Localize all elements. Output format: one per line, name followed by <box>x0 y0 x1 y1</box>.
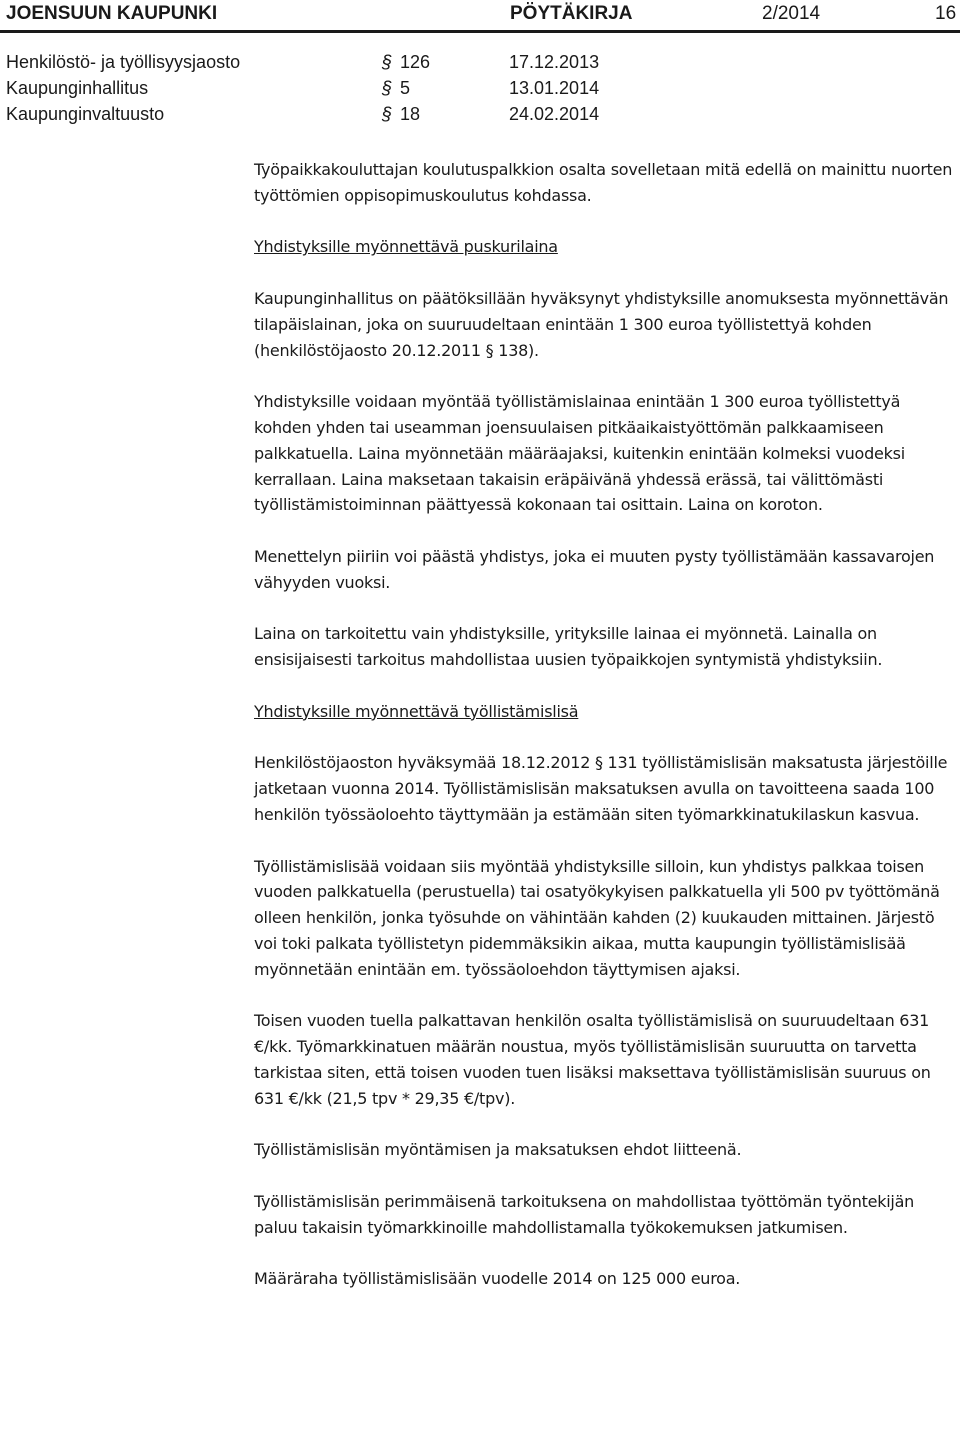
reference-body: Henkilöstö- ja työllisyysjaosto <box>6 52 241 72</box>
reference-section: 5 <box>400 78 411 98</box>
paragraph: Yhdistyksille voidaan myöntää työllistämislainaa enintään 1 300 euroa työllistettyä kohden yhden tai useamman joensuulaisen pitkäaikaistyöttömän palkkaamiseen palkkatuella. Laina myönnetään määräajaksi, kuitenkin enintään kolmeksi vuodeksi kerrallaan. Laina maksetaan takaisin eräpäivänä yhdessä erässä, tai välittömästi työllistämistoiminnan päättyessä kokonaan tai osittain. Laina on koroton. <box>254 392 905 515</box>
document-number: 2/2014 <box>762 3 821 24</box>
paragraph: Menettelyn piiriin voi päästä yhdistys, joka ei muuten pysty työllistämään kassavarojen vähyyden vuoksi. <box>254 546 935 592</box>
section-heading: Yhdistyksille myönnettävä puskurilaina <box>254 237 558 257</box>
reference-body: Kaupunginvaltuusto <box>6 104 165 124</box>
section-heading: Yhdistyksille myönnettävä työllistämislisä <box>254 701 579 721</box>
section-mark: § <box>382 52 393 72</box>
reference-date: 13.01.2014 <box>509 78 600 98</box>
header-divider <box>0 30 960 33</box>
reference-body: Kaupunginhallitus <box>6 78 149 98</box>
paragraph: Työllistämislisän myöntämisen ja maksatuksen ehdot liitteenä. <box>254 1140 742 1160</box>
reference-date: 17.12.2013 <box>509 52 600 72</box>
paragraph: Työllistämislisän perimmäisenä tarkoituksena on mahdollistaa työttömän työntekijän paluu takaisin työmarkkinoille mahdollistamalla työkokemuksen jatkumisen. <box>254 1191 915 1237</box>
reference-table <box>0 52 960 130</box>
reference-row <box>0 52 960 78</box>
paragraph: Työpaikkakouluttajan koulutuspalkkion osalta sovelletaan mitä edellä on mainittu nuorten työttömien oppisopimuskoulutus kohdassa. <box>254 160 953 205</box>
reference-section: 18 <box>400 104 421 124</box>
document-body <box>254 157 956 1318</box>
document-type: PÖYTÄKIRJA <box>510 3 633 24</box>
reference-date: 24.02.2014 <box>509 104 600 124</box>
organization-name: JOENSUUN KAUPUNKI <box>6 3 218 24</box>
paragraph: Toisen vuoden tuella palkattavan henkilön osalta työllistämislisä on suuruudeltaan 631 €/kk. Työmarkkinatuen määrän noustua, myös työllistämislisän suuruutta on tarvetta tarkistaa siten, että toisen vuoden tuen lisäksi maksettava työllistämislisän suuruus on 631 €/kk (21,5 tpv * 29,35 €/tpv). <box>254 1011 931 1108</box>
page-number: 16 <box>935 3 957 24</box>
paragraph: Laina on tarkoitettu vain yhdistyksille, yrityksille lainaa ei myönnetä. Lainalla on ensisijaisesti tarkoitus mahdollistaa uusien työpaikkojen syntymistä yhdistyksiin. <box>254 624 883 670</box>
reference-row <box>0 78 960 104</box>
paragraph: Työllistämislisää voidaan siis myöntää yhdistyksille silloin, kun yhdistys palkkaa toisen vuoden palkkatuella (perustuella) tai osatyökykyisen palkkatuella yli 500 pv työttömänä olleen henkilön, jonka työsuhde on vähintään kahden (2) kuukauden mittainen. Järjestö voi toki palkata työllistetyn pidemmäksikin aikaa, mutta kaupungin työllistämislisää myönnetään enintään em. työssäoloehdon täyttymisen ajaksi. <box>254 856 940 979</box>
paragraph: Henkilöstöjaoston hyväksymää 18.12.2012 § 131 työllistämislisän maksatusta järjestöille jatketaan vuonna 2014. Työllistämislisän maksatuksen avulla on tavoitteena saada 100 henkilön työssäoloehto täyttymään ja estämään siten työmarkkinatukilaskun kasvua. <box>254 753 948 824</box>
reference-section: 126 <box>400 52 431 72</box>
paragraph: Määräraha työllistämislisään vuodelle 2014 on 125 000 euroa. <box>254 1269 741 1289</box>
paragraph: Kaupunginhallitus on päätöksillään hyväksynyt yhdistyksille anomuksesta myönnettävän tilapäislainan, joka on suuruudeltaan enintään 1 300 euroa työllistettyä kohden (henkilöstöjaosto 20.12.2011 § 138). <box>254 288 949 360</box>
section-mark: § <box>382 104 393 124</box>
page-header <box>0 0 960 30</box>
section-mark: § <box>382 78 393 98</box>
reference-row <box>0 104 960 130</box>
